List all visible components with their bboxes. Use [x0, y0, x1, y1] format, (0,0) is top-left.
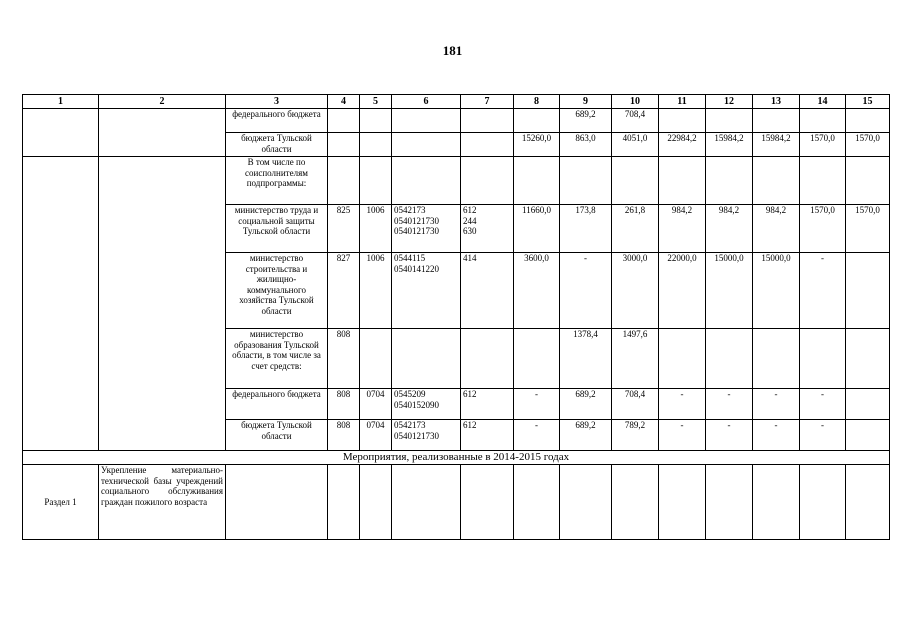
value-cell-c4: 808 — [328, 420, 360, 451]
header-cell: 12 — [706, 95, 753, 109]
header-cell: 1 — [23, 95, 99, 109]
header-cell: 5 — [360, 95, 392, 109]
header-row — [23, 95, 890, 109]
empty-cell — [226, 465, 328, 540]
value-cell-c15 — [846, 253, 890, 329]
section-label: Раздел 1 — [23, 465, 99, 540]
value-cell-c8: 3600,0 — [514, 253, 560, 329]
value-cell-c5 — [360, 133, 392, 157]
header-cell: 2 — [99, 95, 226, 109]
value-cell-c6 — [392, 329, 461, 389]
value-cell-c10: 708,4 — [612, 109, 659, 133]
col1-cell — [23, 109, 99, 157]
value-cell-c10: 261,8 — [612, 205, 659, 253]
empty-cell — [328, 465, 360, 540]
value-cell-c9: - — [560, 253, 612, 329]
header-cell: 7 — [461, 95, 514, 109]
table-row — [23, 157, 890, 205]
table-row — [23, 109, 890, 133]
value-cell-c5 — [360, 157, 392, 205]
empty-cell — [846, 465, 890, 540]
header-cell: 14 — [800, 95, 846, 109]
value-cell-c6 — [392, 109, 461, 133]
value-cell-c14: - — [800, 420, 846, 451]
value-cell-c5 — [360, 109, 392, 133]
empty-cell — [392, 465, 461, 540]
value-cell-c9: 689,2 — [560, 109, 612, 133]
executor-cell: федерального бюджета — [226, 389, 328, 420]
value-cell-c10: 789,2 — [612, 420, 659, 451]
value-cell-c9: 689,2 — [560, 420, 612, 451]
value-cell-c15 — [846, 420, 890, 451]
value-cell-c8 — [514, 109, 560, 133]
header-cell: 8 — [514, 95, 560, 109]
empty-cell — [514, 465, 560, 540]
value-cell-c14: 1570,0 — [800, 205, 846, 253]
value-cell-c4: 808 — [328, 329, 360, 389]
value-cell-c14 — [800, 109, 846, 133]
executor-cell: бюджета Тульской области — [226, 420, 328, 451]
value-cell-c13: 15000,0 — [753, 253, 800, 329]
value-cell-c10: 1497,6 — [612, 329, 659, 389]
value-cell-c8 — [514, 157, 560, 205]
value-cell-c15: 1570,0 — [846, 205, 890, 253]
value-cell-c15 — [846, 389, 890, 420]
value-cell-c4: 808 — [328, 389, 360, 420]
value-cell-c11: 22000,0 — [659, 253, 706, 329]
value-cell-c10: 3000,0 — [612, 253, 659, 329]
value-cell-c13 — [753, 329, 800, 389]
value-cell-c14 — [800, 157, 846, 205]
value-cell-c11: 984,2 — [659, 205, 706, 253]
value-cell-c9: 689,2 — [560, 389, 612, 420]
value-cell-c7: 612 — [461, 420, 514, 451]
value-cell-c13 — [753, 157, 800, 205]
header-cell: 3 — [226, 95, 328, 109]
value-cell-c8 — [514, 329, 560, 389]
value-cell-c12: 15984,2 — [706, 133, 753, 157]
value-cell-c6 — [392, 133, 461, 157]
value-cell-c11 — [659, 157, 706, 205]
value-cell-c7 — [461, 329, 514, 389]
empty-cell — [560, 465, 612, 540]
value-cell-c12 — [706, 109, 753, 133]
value-cell-c4 — [328, 133, 360, 157]
empty-cell — [753, 465, 800, 540]
value-cell-c6: 0544115 0540141220 — [392, 253, 461, 329]
value-cell-c5: 0704 — [360, 389, 392, 420]
value-cell-c12 — [706, 329, 753, 389]
value-cell-c13: - — [753, 420, 800, 451]
value-cell-c10 — [612, 157, 659, 205]
banner-cell: Мероприятия, реализованные в 2014-2015 годах — [23, 451, 890, 465]
value-cell-c14: - — [800, 253, 846, 329]
executor-cell: федерального бюджета — [226, 109, 328, 133]
value-cell-c9: 863,0 — [560, 133, 612, 157]
executor-cell: министерство строительства и жилищно-коммунального хозяйства Тульской области — [226, 253, 328, 329]
header-cell: 4 — [328, 95, 360, 109]
value-cell-c12: - — [706, 389, 753, 420]
header-cell: 11 — [659, 95, 706, 109]
value-cell-c14 — [800, 329, 846, 389]
header-cell: 9 — [560, 95, 612, 109]
value-cell-c6: 0542173 0540121730 — [392, 420, 461, 451]
value-cell-c5: 1006 — [360, 205, 392, 253]
value-cell-c5: 0704 — [360, 420, 392, 451]
value-cell-c6: 0545209 0540152090 — [392, 389, 461, 420]
value-cell-c14: 1570,0 — [800, 133, 846, 157]
value-cell-c8: - — [514, 389, 560, 420]
value-cell-c10: 708,4 — [612, 389, 659, 420]
value-cell-c15: 1570,0 — [846, 133, 890, 157]
value-cell-c11: - — [659, 420, 706, 451]
value-cell-c11 — [659, 109, 706, 133]
empty-cell — [800, 465, 846, 540]
value-cell-c15 — [846, 109, 890, 133]
header-cell: 15 — [846, 95, 890, 109]
value-cell-c9: 1378,4 — [560, 329, 612, 389]
value-cell-c11: 22984,2 — [659, 133, 706, 157]
banner-row — [23, 451, 890, 465]
value-cell-c6: 0542173 0540121730 0540121730 — [392, 205, 461, 253]
value-cell-c11 — [659, 329, 706, 389]
col1-cell — [23, 157, 99, 451]
value-cell-c5: 1006 — [360, 253, 392, 329]
value-cell-c13: 15984,2 — [753, 133, 800, 157]
value-cell-c6 — [392, 157, 461, 205]
executor-cell: В том числе по соисполнителям подпрограммы: — [226, 157, 328, 205]
value-cell-c15 — [846, 329, 890, 389]
value-cell-c12: 984,2 — [706, 205, 753, 253]
value-cell-c8: 11660,0 — [514, 205, 560, 253]
value-cell-c8: 15260,0 — [514, 133, 560, 157]
value-cell-c12: 15000,0 — [706, 253, 753, 329]
value-cell-c14: - — [800, 389, 846, 420]
header-cell: 13 — [753, 95, 800, 109]
empty-cell — [461, 465, 514, 540]
value-cell-c12 — [706, 157, 753, 205]
col2-cell — [99, 157, 226, 451]
header-cell: 10 — [612, 95, 659, 109]
empty-cell — [360, 465, 392, 540]
value-cell-c5 — [360, 329, 392, 389]
value-cell-c4: 825 — [328, 205, 360, 253]
col2-cell — [99, 109, 226, 157]
value-cell-c9 — [560, 157, 612, 205]
value-cell-c7: 612 — [461, 389, 514, 420]
value-cell-c10: 4051,0 — [612, 133, 659, 157]
value-cell-c7 — [461, 133, 514, 157]
value-cell-c4: 827 — [328, 253, 360, 329]
empty-cell — [659, 465, 706, 540]
value-cell-c13 — [753, 109, 800, 133]
value-cell-c7: 414 — [461, 253, 514, 329]
section-title: Укрепление материально-технической базы учреждений социального обслуживания граждан пожилого возраста — [99, 465, 226, 540]
value-cell-c12: - — [706, 420, 753, 451]
value-cell-c7: 612 244 630 — [461, 205, 514, 253]
empty-cell — [706, 465, 753, 540]
value-cell-c8: - — [514, 420, 560, 451]
empty-cell — [612, 465, 659, 540]
header-cell: 6 — [392, 95, 461, 109]
value-cell-c7 — [461, 109, 514, 133]
section-row — [23, 465, 890, 540]
budget-table — [22, 94, 890, 540]
value-cell-c9: 173,8 — [560, 205, 612, 253]
page-number: 181 — [442, 43, 463, 58]
executor-cell: министерство образования Тульской области, в том числе за счет средств: — [226, 329, 328, 389]
executor-cell: бюджета Тульской области — [226, 133, 328, 157]
value-cell-c13: 984,2 — [753, 205, 800, 253]
value-cell-c4 — [328, 157, 360, 205]
value-cell-c7 — [461, 157, 514, 205]
value-cell-c4 — [328, 109, 360, 133]
value-cell-c15 — [846, 157, 890, 205]
value-cell-c11: - — [659, 389, 706, 420]
value-cell-c13: - — [753, 389, 800, 420]
executor-cell: министерство труда и социальной защиты Тульской области — [226, 205, 328, 253]
